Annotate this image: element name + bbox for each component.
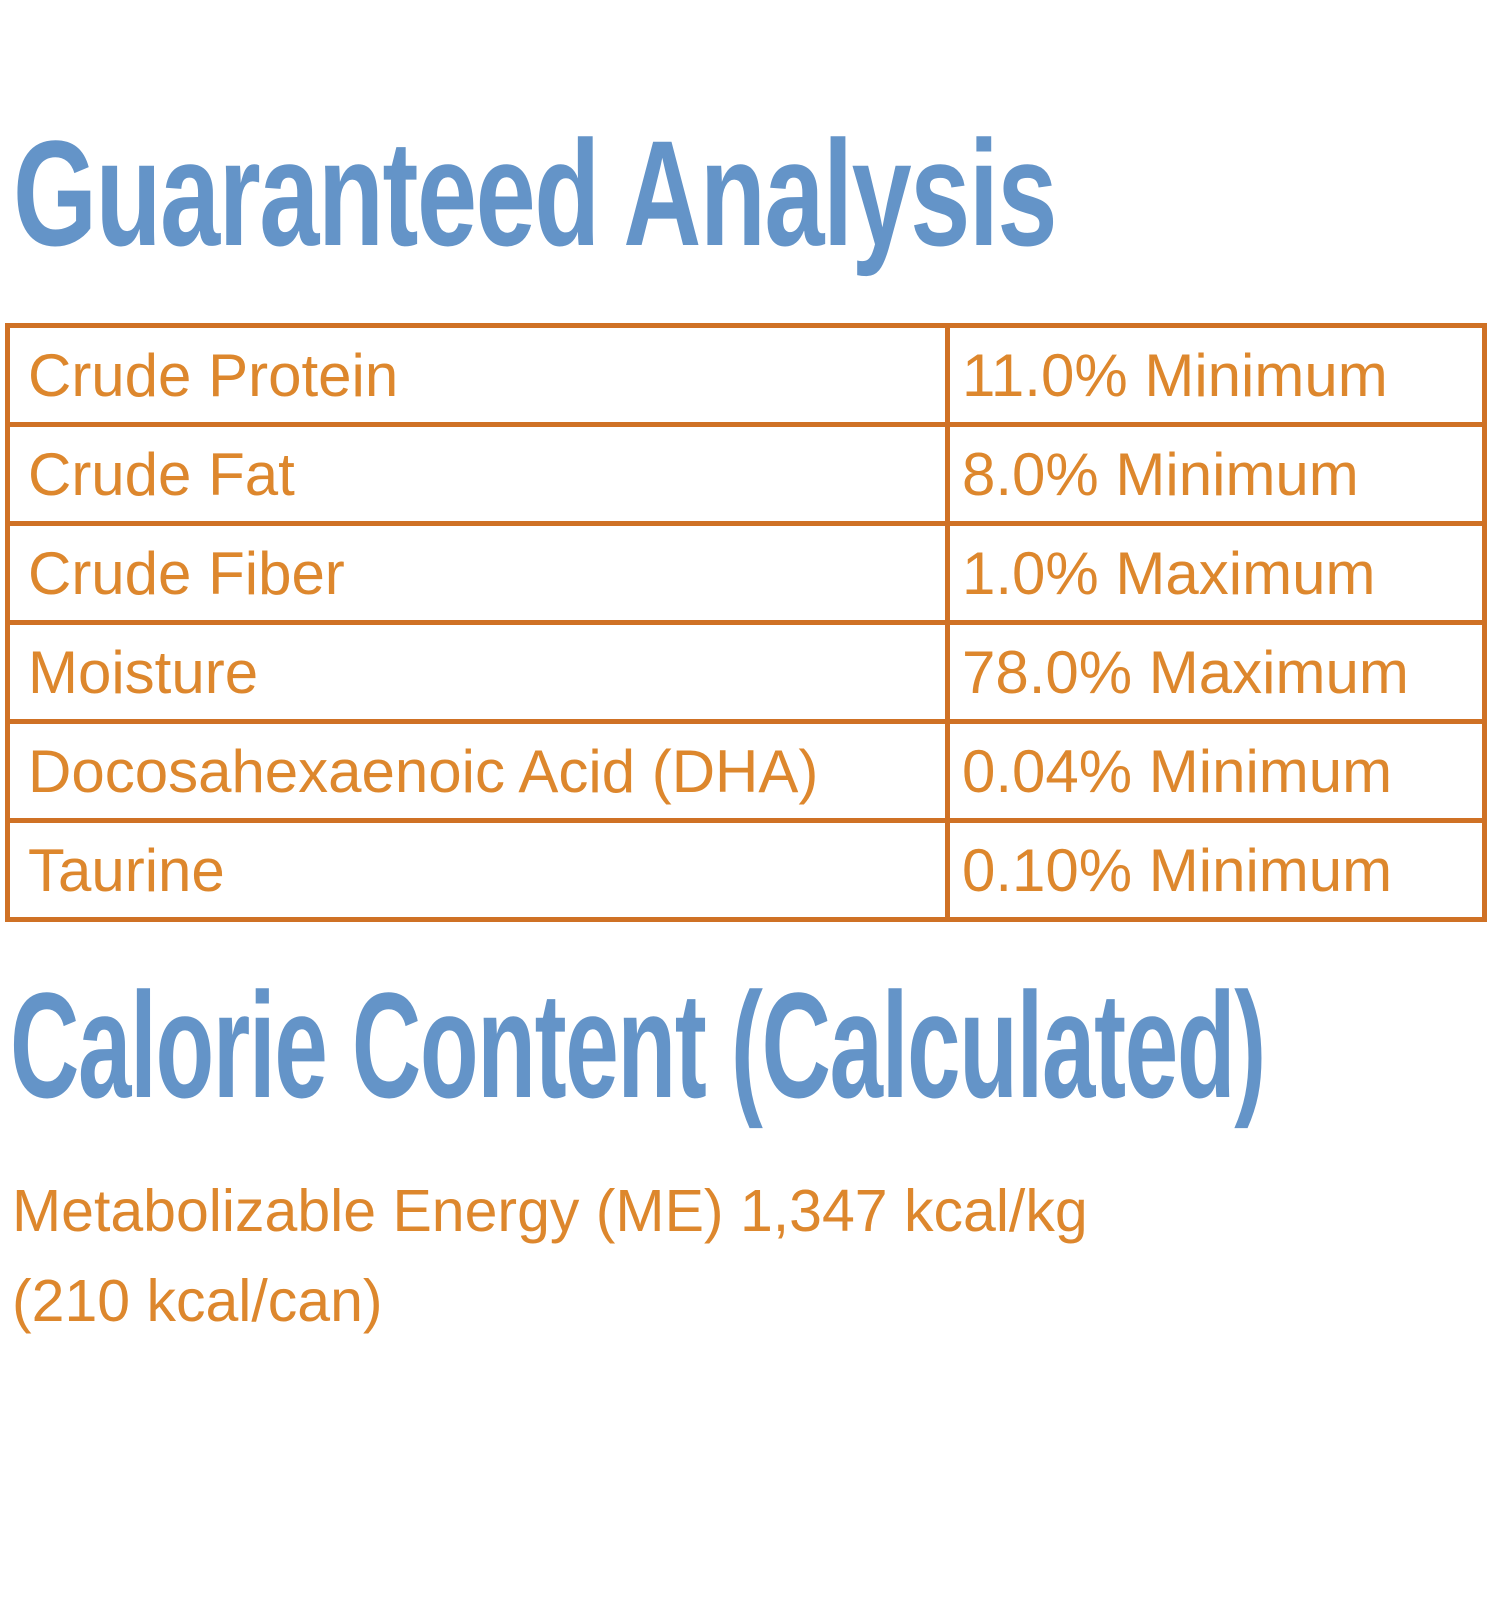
nutrient-value: 78.0% Maximum: [948, 623, 1485, 722]
table-row: [8, 524, 1485, 623]
guaranteed-analysis-title: [13, 109, 1500, 277]
nutrient-value: 8.0% Minimum: [948, 425, 1485, 524]
nutrient-label: Crude Fat: [8, 425, 948, 524]
metabolizable-energy-line1: Metabolizable Energy (ME) 1,347 kcal/kg: [12, 1178, 1088, 1244]
calorie-content-title-text: Calorie Content (Calculated): [10, 961, 1265, 1129]
nutrient-label: Moisture: [8, 623, 948, 722]
nutrient-value: 1.0% Maximum: [948, 524, 1485, 623]
table-row: [8, 326, 1485, 425]
nutrient-value: 11.0% Minimum: [948, 326, 1485, 425]
metabolizable-energy-text: [12, 1166, 1500, 1346]
guaranteed-analysis-table: [5, 323, 1487, 922]
table-row: [8, 623, 1485, 722]
nutrient-label: Docosahexaenoic Acid (DHA): [8, 722, 948, 821]
nutrient-label: Taurine: [8, 821, 948, 920]
table-row: [8, 821, 1485, 920]
guaranteed-analysis-title-text: Guaranteed Analysis: [13, 109, 1057, 277]
nutrient-value: 0.04% Minimum: [948, 722, 1485, 821]
table-row: [8, 722, 1485, 821]
metabolizable-energy-line2: (210 kcal/can): [12, 1268, 383, 1334]
nutrient-label: Crude Fiber: [8, 524, 948, 623]
table-row: [8, 425, 1485, 524]
nutrient-label: Crude Protein: [8, 326, 948, 425]
nutrient-value: 0.10% Minimum: [948, 821, 1485, 920]
calorie-content-title: [10, 961, 1500, 1129]
